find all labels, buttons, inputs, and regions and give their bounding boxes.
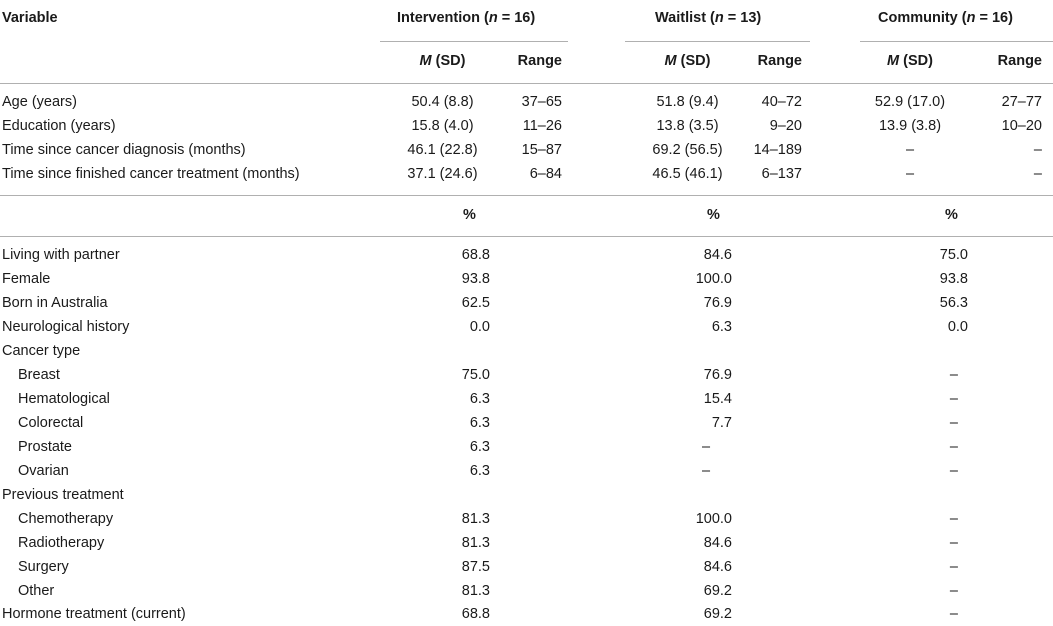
row-label: Female (2, 271, 51, 287)
cell: 15.4 (703, 391, 732, 407)
row-label: Age (years) (2, 94, 77, 110)
table-row (0, 291, 1053, 315)
table-row (0, 411, 1053, 435)
intervention-group-rule (380, 41, 568, 42)
cell: 13.9 (3.8) (878, 118, 942, 134)
percent-header-divider (0, 236, 1053, 237)
cell: 69.2 (703, 606, 732, 622)
waitlist-group-rule (625, 41, 810, 42)
table-row (0, 387, 1053, 411)
community-range-header: Range (997, 53, 1042, 69)
cell: 68.8 (461, 606, 490, 622)
cell: 50.4 (8.8) (411, 94, 474, 110)
section-label: Cancer type (2, 343, 81, 359)
waitlist-msd-header: M (SD) (664, 53, 711, 69)
cell: 75.0 (461, 367, 490, 383)
cell: – (905, 166, 915, 182)
cell: 76.9 (703, 295, 732, 311)
cell: 15.8 (4.0) (411, 118, 474, 134)
table-row (0, 435, 1053, 459)
row-label: Ovarian (18, 463, 69, 479)
table-row (0, 90, 1053, 114)
table-row (0, 162, 1053, 186)
section-divider (0, 195, 1053, 196)
cell: 6.3 (469, 463, 490, 479)
cell: – (1033, 142, 1042, 158)
section-label: Previous treatment (2, 487, 124, 503)
table-row (0, 267, 1053, 291)
table-row (0, 138, 1053, 162)
waitlist-range-header: Range (757, 53, 802, 69)
cell: 6–84 (529, 166, 562, 182)
cell: 6.3 (469, 415, 490, 431)
cell: 69.2 (703, 583, 732, 599)
cell: 6.3 (469, 439, 490, 455)
intervention-header: Intervention (n = 16) (397, 10, 536, 26)
cell: – (949, 439, 958, 455)
cell: 9–20 (769, 118, 802, 134)
header-divider (0, 83, 1053, 84)
cell: 7.7 (711, 415, 732, 431)
cell: 0.0 (947, 319, 968, 335)
intervention-percent-header: % (463, 207, 476, 223)
cell: – (949, 606, 958, 622)
table-row (0, 507, 1053, 531)
cell: – (949, 559, 958, 575)
row-label: Hematological (18, 391, 110, 407)
header-stats-row (0, 49, 1053, 73)
cell: 10–20 (1001, 118, 1042, 134)
cell: 0.0 (469, 319, 490, 335)
cell: 27–77 (1001, 94, 1042, 110)
cell: 84.6 (703, 535, 732, 551)
cell: – (1033, 166, 1042, 182)
waitlist-percent-header: % (707, 207, 720, 223)
cell: 46.5 (46.1) (652, 166, 723, 182)
table-row (0, 579, 1053, 603)
row-label: Time since cancer diagnosis (months) (2, 142, 246, 158)
cell: 40–72 (761, 94, 802, 110)
section-row (0, 483, 1053, 507)
cell: 56.3 (939, 295, 968, 311)
cell: – (949, 463, 958, 479)
cell: – (949, 535, 958, 551)
table-row (0, 555, 1053, 579)
cell: – (949, 415, 958, 431)
cell: 51.8 (9.4) (656, 94, 719, 110)
community-header: Community (n = 16) (878, 10, 1013, 26)
header-groups-row (0, 6, 1053, 30)
cell: – (905, 142, 915, 158)
cell: 75.0 (939, 247, 968, 263)
cell: 13.8 (3.5) (656, 118, 719, 134)
cell: 14–189 (753, 142, 802, 158)
cell: 6.3 (469, 391, 490, 407)
cell: – (949, 391, 958, 407)
community-msd-header: M (SD) (887, 53, 933, 69)
table-row (0, 114, 1053, 138)
row-label: Prostate (18, 439, 72, 455)
cell: 11–26 (522, 118, 562, 134)
row-label: Time since finished cancer treatment (months) (2, 166, 300, 182)
cell: 81.3 (461, 511, 490, 527)
cell: 15–87 (521, 142, 562, 158)
waitlist-header: Waitlist (n = 13) (655, 10, 762, 26)
cell: 6–137 (761, 166, 802, 182)
table-row (0, 315, 1053, 339)
table-row (0, 243, 1053, 267)
intervention-msd-header: M (SD) (419, 53, 466, 69)
variable-header: Variable (2, 10, 58, 26)
row-label: Colorectal (18, 415, 84, 431)
cell: 52.9 (17.0) (874, 94, 946, 110)
row-label: Neurological history (2, 319, 130, 335)
cell: 46.1 (22.8) (407, 142, 478, 158)
table-row (0, 363, 1053, 387)
row-label: Education (years) (2, 118, 116, 134)
cell: – (949, 583, 958, 599)
row-label: Born in Australia (2, 295, 108, 311)
row-label: Hormone treatment (current) (2, 606, 186, 622)
row-label: Other (18, 583, 55, 599)
table-row (0, 531, 1053, 555)
community-percent-header: % (945, 207, 958, 223)
cell: 84.6 (703, 559, 732, 575)
cell: 37.1 (24.6) (407, 166, 478, 182)
cell: 100.0 (695, 271, 732, 287)
cell: 81.3 (461, 535, 490, 551)
row-label: Surgery (18, 559, 69, 575)
cell: – (949, 367, 958, 383)
row-label: Radiotherapy (18, 535, 105, 551)
section-row (0, 339, 1053, 363)
cell: 81.3 (461, 583, 490, 599)
cell: 100.0 (695, 511, 732, 527)
intervention-range-header: Range (517, 53, 562, 69)
row-label: Chemotherapy (18, 511, 114, 527)
community-group-rule (860, 41, 1053, 42)
row-label: Living with partner (2, 247, 120, 263)
cell: 6.3 (711, 319, 732, 335)
cell: 93.8 (461, 271, 490, 287)
cell: 76.9 (703, 367, 732, 383)
cell: 69.2 (56.5) (652, 142, 723, 158)
cell: 84.6 (703, 247, 732, 263)
cell: 37–65 (521, 94, 562, 110)
table-row (0, 459, 1053, 483)
cell: 93.8 (939, 271, 968, 287)
cell: 62.5 (461, 295, 490, 311)
cell: – (701, 439, 711, 455)
cell: – (949, 511, 958, 527)
percent-header-row (0, 203, 1053, 227)
row-label: Breast (18, 367, 60, 383)
cell: 68.8 (461, 247, 490, 263)
cell: – (701, 463, 711, 479)
table-row (0, 602, 1053, 626)
cell: 87.5 (461, 559, 490, 575)
